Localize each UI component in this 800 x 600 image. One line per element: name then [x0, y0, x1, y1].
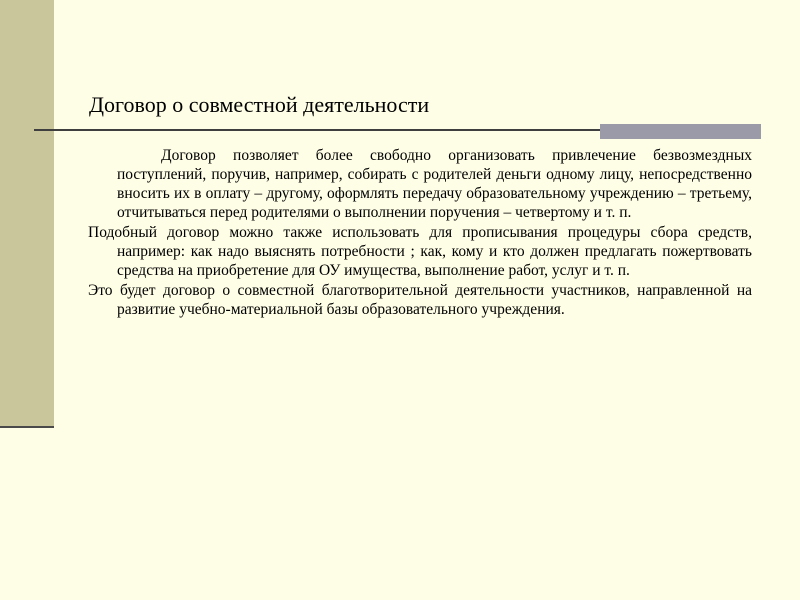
paragraph-1: Договор позволяет более свободно организовать привлечение безвозмездных поступлений, поручив, например, собирать с родителей деньги одному лицу, непосредственно вносить их в оплату – другому, оформлять передачу образовательному учреждению – третьему, отчитываться перед родителями о выполнении поручения – четвертому и т. п.: [117, 147, 752, 221]
title-accent-block: [600, 124, 761, 139]
slide-title: Договор о совместной деятельности: [89, 92, 430, 117]
decorative-side-bar: [0, 0, 54, 426]
slide-body: [88, 146, 752, 320]
paragraph-3: Это будет договор о совместной благотворительной деятельности участников, направленной на развитие учебно-материальной базы образовательного учреждения.: [88, 282, 752, 318]
side-bar-underline: [0, 426, 54, 428]
title-divider: [34, 129, 600, 131]
paragraph-2: Подобный договор можно также использовать для прописывания процедуры сбора средств, например: как надо выяснять потребности ; как, кому и кто должен предлагать пожертвовать средства на приобретение для ОУ имущества, выполнение работ, услуг и т. п.: [88, 224, 752, 279]
